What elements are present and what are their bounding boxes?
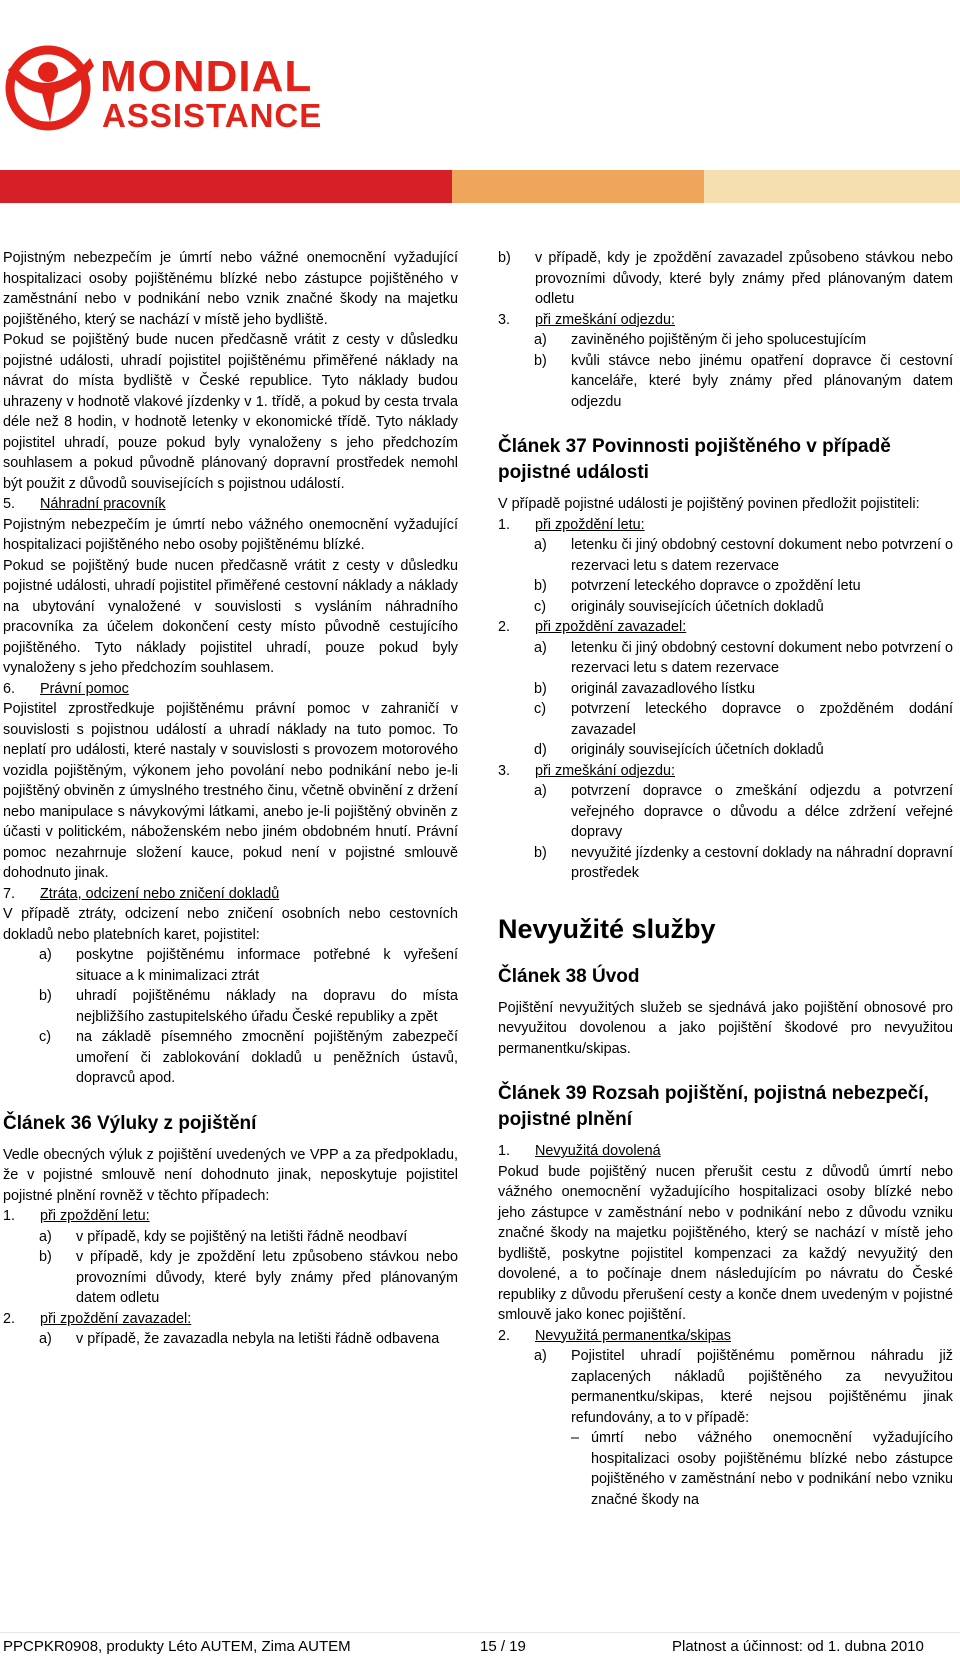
- paragraph: V případě pojistné události je pojištěný povinen předložit pojistiteli:: [498, 496, 920, 512]
- list-item: [3, 1247, 458, 1309]
- item-key: a): [39, 1331, 52, 1347]
- item-key: a): [534, 783, 547, 799]
- subsection-title: Náhradní pracovník: [40, 496, 166, 512]
- item-text: v případě, kdy se pojištěný na letišti řádně neodbaví: [76, 1228, 408, 1245]
- subsection-title: při zpoždění letu:: [535, 516, 645, 533]
- list-item: [498, 699, 953, 740]
- item-text: originál zavazadlového lístku: [571, 680, 755, 697]
- item-key: a): [534, 639, 547, 656]
- paragraph: Pokud bude pojištěný nucen přerušit cestu z důvodů úmrtí nebo vážného onemocnění vyžadujícího hospitalizaci osoby blízké nebo jeho zástupce v zaměstnání nebo v podnikání nebo z důvodu vzniku značné škody na majetku pojištěného, který se nachází v místě jeho bydliště, poskytne pojistitel kompenzaci za každý nevyužitý den dovolené, a to počínaje dnem následujícím po návratu do České republiky z důvodu přerušení cesty a konče dnem uvedeným v pojistné smlouvě jako konec pojištění.: [498, 1163, 953, 1323]
- number: 1.: [498, 1143, 511, 1159]
- item-text: potvrzení leteckého dopravce o zpoždění letu: [571, 578, 861, 594]
- item-key: a): [39, 947, 52, 963]
- logo-subwordmark: ASSISTANCE: [102, 97, 323, 134]
- numbered-heading: [3, 679, 458, 700]
- item-key: b): [534, 578, 547, 594]
- list-item: [3, 1329, 458, 1350]
- logo-wordmark: MONDIAL: [100, 52, 313, 101]
- header-band-red: [0, 170, 452, 203]
- item-text: letenku či jiný obdobný cestovní dokument nebo potvrzení o rezervaci letu s datem rezervace: [571, 537, 953, 574]
- number: 1.: [3, 1208, 16, 1224]
- number: 7.: [3, 885, 16, 902]
- subsection-title: při zmeškání odjezdu:: [535, 311, 675, 328]
- logo-symbol-icon: [0, 30, 100, 140]
- item-text: potvrzení dopravce o zmeškání odjezdu a potvrzení veřejného dopravce o důvodu a délce zdržení veřejné dopravy: [571, 783, 953, 840]
- footer-page-number: 15 / 19: [480, 1638, 526, 1655]
- list-item: [498, 638, 953, 679]
- item-key: b): [39, 1249, 52, 1265]
- subsection-title: při zpoždění zavazadel:: [40, 1310, 192, 1327]
- numbered-heading: [498, 1326, 953, 1347]
- subsection-title: při zpoždění letu:: [40, 1208, 150, 1224]
- paragraph: Pojistitel zprostředkuje pojištěnému právní pomoc v zahraničí v souvislosti s pojistnou událostí a uhradí náklady na tuto pomoc. To neplatí pro události, které nastaly v souvislosti s provozem motorového vozidla pojištěným, výkonem jeho povolání nebo podnikání nebo je-li pojištěný obviněn z úmyslného trestného činu, včetně obvinění z držení nebo manipulace s návykovými látkami, anebo je-li pojištěný obviněn z účasti v politickém, náboženském nebo jiném obdobném hnutí. Právní pomoc nezahrnuje složení kauce, pokud není v pojistné smlouvě dohodnuto jinak.: [3, 701, 458, 881]
- list-item: [498, 248, 953, 310]
- subsection-title: Nevyužitá permanentka/skipas: [535, 1327, 731, 1344]
- item-key: a): [39, 1228, 52, 1245]
- section-heading: Nevyužité služby: [498, 913, 716, 944]
- item-text: zaviněného pojištěným či jeho spolucestujícím: [571, 332, 867, 348]
- number: 1.: [498, 516, 511, 533]
- list-item: [3, 945, 458, 986]
- item-key: –: [571, 1430, 580, 1446]
- item-text: Pojistitel uhradí pojištěnému poměrnou náhradu již zaplacených nákladů pojištěného za nevyužitou permanentku/skipas, které nejsou pojištěnému jinak refundovány, a to v případě:: [571, 1348, 953, 1426]
- item-key: c): [39, 1029, 51, 1045]
- footer-validity: Platnost a účinnost: od 1. dubna 2010: [672, 1638, 924, 1655]
- article-heading: Článek 38 Úvod: [498, 965, 640, 987]
- paragraph: V případě ztráty, odcizení nebo zničení osobních nebo cestovních dokladů nebo platebních karet, pojistitel:: [3, 906, 458, 943]
- item-key: a): [534, 537, 547, 553]
- list-item: [498, 740, 953, 761]
- list-item: [498, 1346, 953, 1428]
- list-item: [498, 679, 953, 700]
- right-column: [498, 248, 953, 1510]
- dash-item: [498, 1428, 953, 1510]
- paragraph: Pojistným nebezpečím je úmrtí nebo vážné onemocnění vyžadující hospitalizaci osoby pojištěnému blízké nebo zástupce pojištěného v zaměstnání nebo v podnikání nebo vznik značné škody na majetku pojištěného, který se nachází v místě jeho bydliště.: [3, 250, 458, 328]
- subsection-title: při zpoždění zavazadel:: [535, 619, 687, 635]
- numbered-heading: [498, 1141, 953, 1162]
- item-text: potvrzení leteckého dopravce o zpožděném dodání zavazadel: [571, 701, 953, 738]
- numbered-heading: [498, 515, 953, 536]
- item-text: letenku či jiný obdobný cestovní dokument nebo potvrzení o rezervaci letu s datem rezervace: [571, 639, 953, 676]
- list-item: [498, 330, 953, 351]
- item-text: v případě, kdy je zpoždění letu způsobeno stávkou nebo provozními důvody, které byly známy před plánovaným datem odletu: [76, 1249, 458, 1306]
- item-key: b): [498, 250, 511, 266]
- list-item: [3, 986, 458, 1027]
- list-item: [498, 597, 953, 618]
- subsection-title: Právní pomoc: [40, 680, 129, 697]
- item-key: c): [534, 701, 546, 717]
- item-key: b): [534, 352, 547, 369]
- paragraph: Pokud se pojištěný bude nucen předčasně vrátit z cesty v důsledku pojistné události, uhradí pojistitel pojištěnému přiměřené náklady na návrat do místa bydliště v České republice. Tyto náklady budou uhrazeny v hodnotě vlakové jízdenky v 1. třídě, a pokud by cesta trvala déle než 8 hodin, v hodnotě letenky v ekonomické třídě. Tyto náklady pojistitel uhradí, pouze pokud byly vynaloženy s jeho předchozím souhlasem a pokud původně plánovaný dopravní prostředek nemohl být použit z důvodů souvisejících s pojistnou událostí.: [3, 332, 458, 492]
- item-key: d): [534, 742, 547, 758]
- list-item: [498, 843, 953, 884]
- list-item: [498, 576, 953, 597]
- left-column: [3, 248, 458, 1350]
- paragraph: Vedle obecných výluk z pojištění uvedených ve VPP a za předpokladu, že v pojistné smlouvě není dohodnuto jinak, neposkytuje pojistitel pojistné plnění rovněž v těchto případech:: [3, 1146, 458, 1204]
- item-text: nevyužité jízdenky a cestovní doklady na náhradní dopravní prostředek: [571, 844, 953, 881]
- item-key: b): [39, 988, 52, 1004]
- item-text: na základě písemného zmocnění pojištěným zabezpečí umoření či zablokování dokladů u peněžních ústavů, dopravců apod.: [76, 1029, 458, 1086]
- number: 6.: [3, 680, 16, 697]
- numbered-heading: [498, 761, 953, 782]
- numbered-heading: [498, 310, 953, 331]
- numbered-heading: [3, 1309, 458, 1330]
- item-key: a): [534, 1348, 547, 1364]
- numbered-heading: [3, 494, 458, 515]
- paragraph: Pojištění nevyužitých služeb se sjednává jako pojištění obnosové pro nevyužitou dovolenou a jako pojištění škodové pro nevyužitou permanentku/skipas.: [498, 999, 953, 1057]
- item-text: kvůli stávce nebo jinému opatření dopravce či cestovní kanceláře, které byly známy před plánovaným datem odjezdu: [571, 352, 953, 410]
- header-band-cream: [704, 170, 960, 203]
- footer-document-code: PPCPKR0908, produkty Léto AUTEM, Zima AUTEM: [3, 1638, 351, 1655]
- footer-divider: [0, 1632, 960, 1633]
- numbered-heading: [3, 884, 458, 905]
- item-text: v případě, že zavazadla nebyla na letišti řádně odbavena: [76, 1331, 440, 1347]
- number: 2.: [498, 1327, 511, 1344]
- item-key: c): [534, 598, 546, 615]
- item-text: úmrtí nebo vážného onemocnění vyžadujícího hospitalizaci osoby pojištěnému blízké nebo zástupce pojištěného v zaměstnání nebo v podnikání nebo vzniku značné škody na: [591, 1430, 953, 1508]
- item-text: uhradí pojištěnému náklady na dopravu do místa nejbližšího zastupitelského úřadu České republiky a zpět: [76, 988, 458, 1025]
- list-item: [3, 1227, 458, 1248]
- item-text: originály souvisejících účetních dokladů: [571, 742, 824, 758]
- subsection-title: při zmeškání odjezdu:: [535, 762, 675, 779]
- item-text: originály souvisejících účetních dokladů: [571, 598, 824, 615]
- subsection-title: Nevyužitá dovolená: [535, 1143, 661, 1159]
- header-band-orange: [452, 170, 704, 203]
- list-item: [3, 1027, 458, 1089]
- numbered-heading: [3, 1206, 458, 1227]
- number: 3.: [498, 311, 511, 328]
- item-key: b): [534, 844, 547, 861]
- paragraph: Pojistným nebezpečím je úmrtí nebo vážného onemocnění vyžadující hospitalizaci pojištěného nebo osoby pojištěnému blízké.: [3, 516, 458, 553]
- paragraph: Pokud se pojištěný bude nucen předčasně vrátit z cesty v důsledku pojistné události, uhradí pojistitel přiměřené cestovní náklady a náklady na ubytování vynaložené v souvislosti s vysláním náhradního pracovníka za účelem dokončení cesty místo původně cestujícího pojištěného. Tyto náklady pojistitel uhradí, pouze pokud byly vynaloženy s jeho předchozím souhlasem.: [3, 557, 458, 676]
- number: 2.: [3, 1310, 16, 1327]
- number: 5.: [3, 496, 16, 512]
- list-item: [498, 781, 953, 843]
- subsection-title: Ztráta, odcizení nebo zničení dokladů: [40, 885, 280, 902]
- numbered-heading: [498, 617, 953, 638]
- list-item: [498, 351, 953, 413]
- article-heading: Článek 37 Povinnosti pojištěného v případě pojistné události: [498, 436, 891, 483]
- item-text: poskytne pojištěnému informace potřebné k vyřešení situace a k minimalizaci ztrát: [76, 947, 458, 984]
- article-heading: Článek 39 Rozsah pojištění, pojistná nebezpečí, pojistné plnění: [498, 1083, 929, 1130]
- item-text: v případě, kdy je zpoždění zavazadel způsobeno stávkou nebo provozními důvody, které byly známy před plánovaným datem odletu: [535, 250, 953, 307]
- number: 3.: [498, 762, 511, 779]
- number: 2.: [498, 619, 511, 635]
- article-heading: Článek 36 Výluky z pojištění: [3, 1112, 257, 1134]
- list-item: [498, 535, 953, 576]
- item-key: a): [534, 332, 547, 348]
- item-key: b): [534, 680, 547, 697]
